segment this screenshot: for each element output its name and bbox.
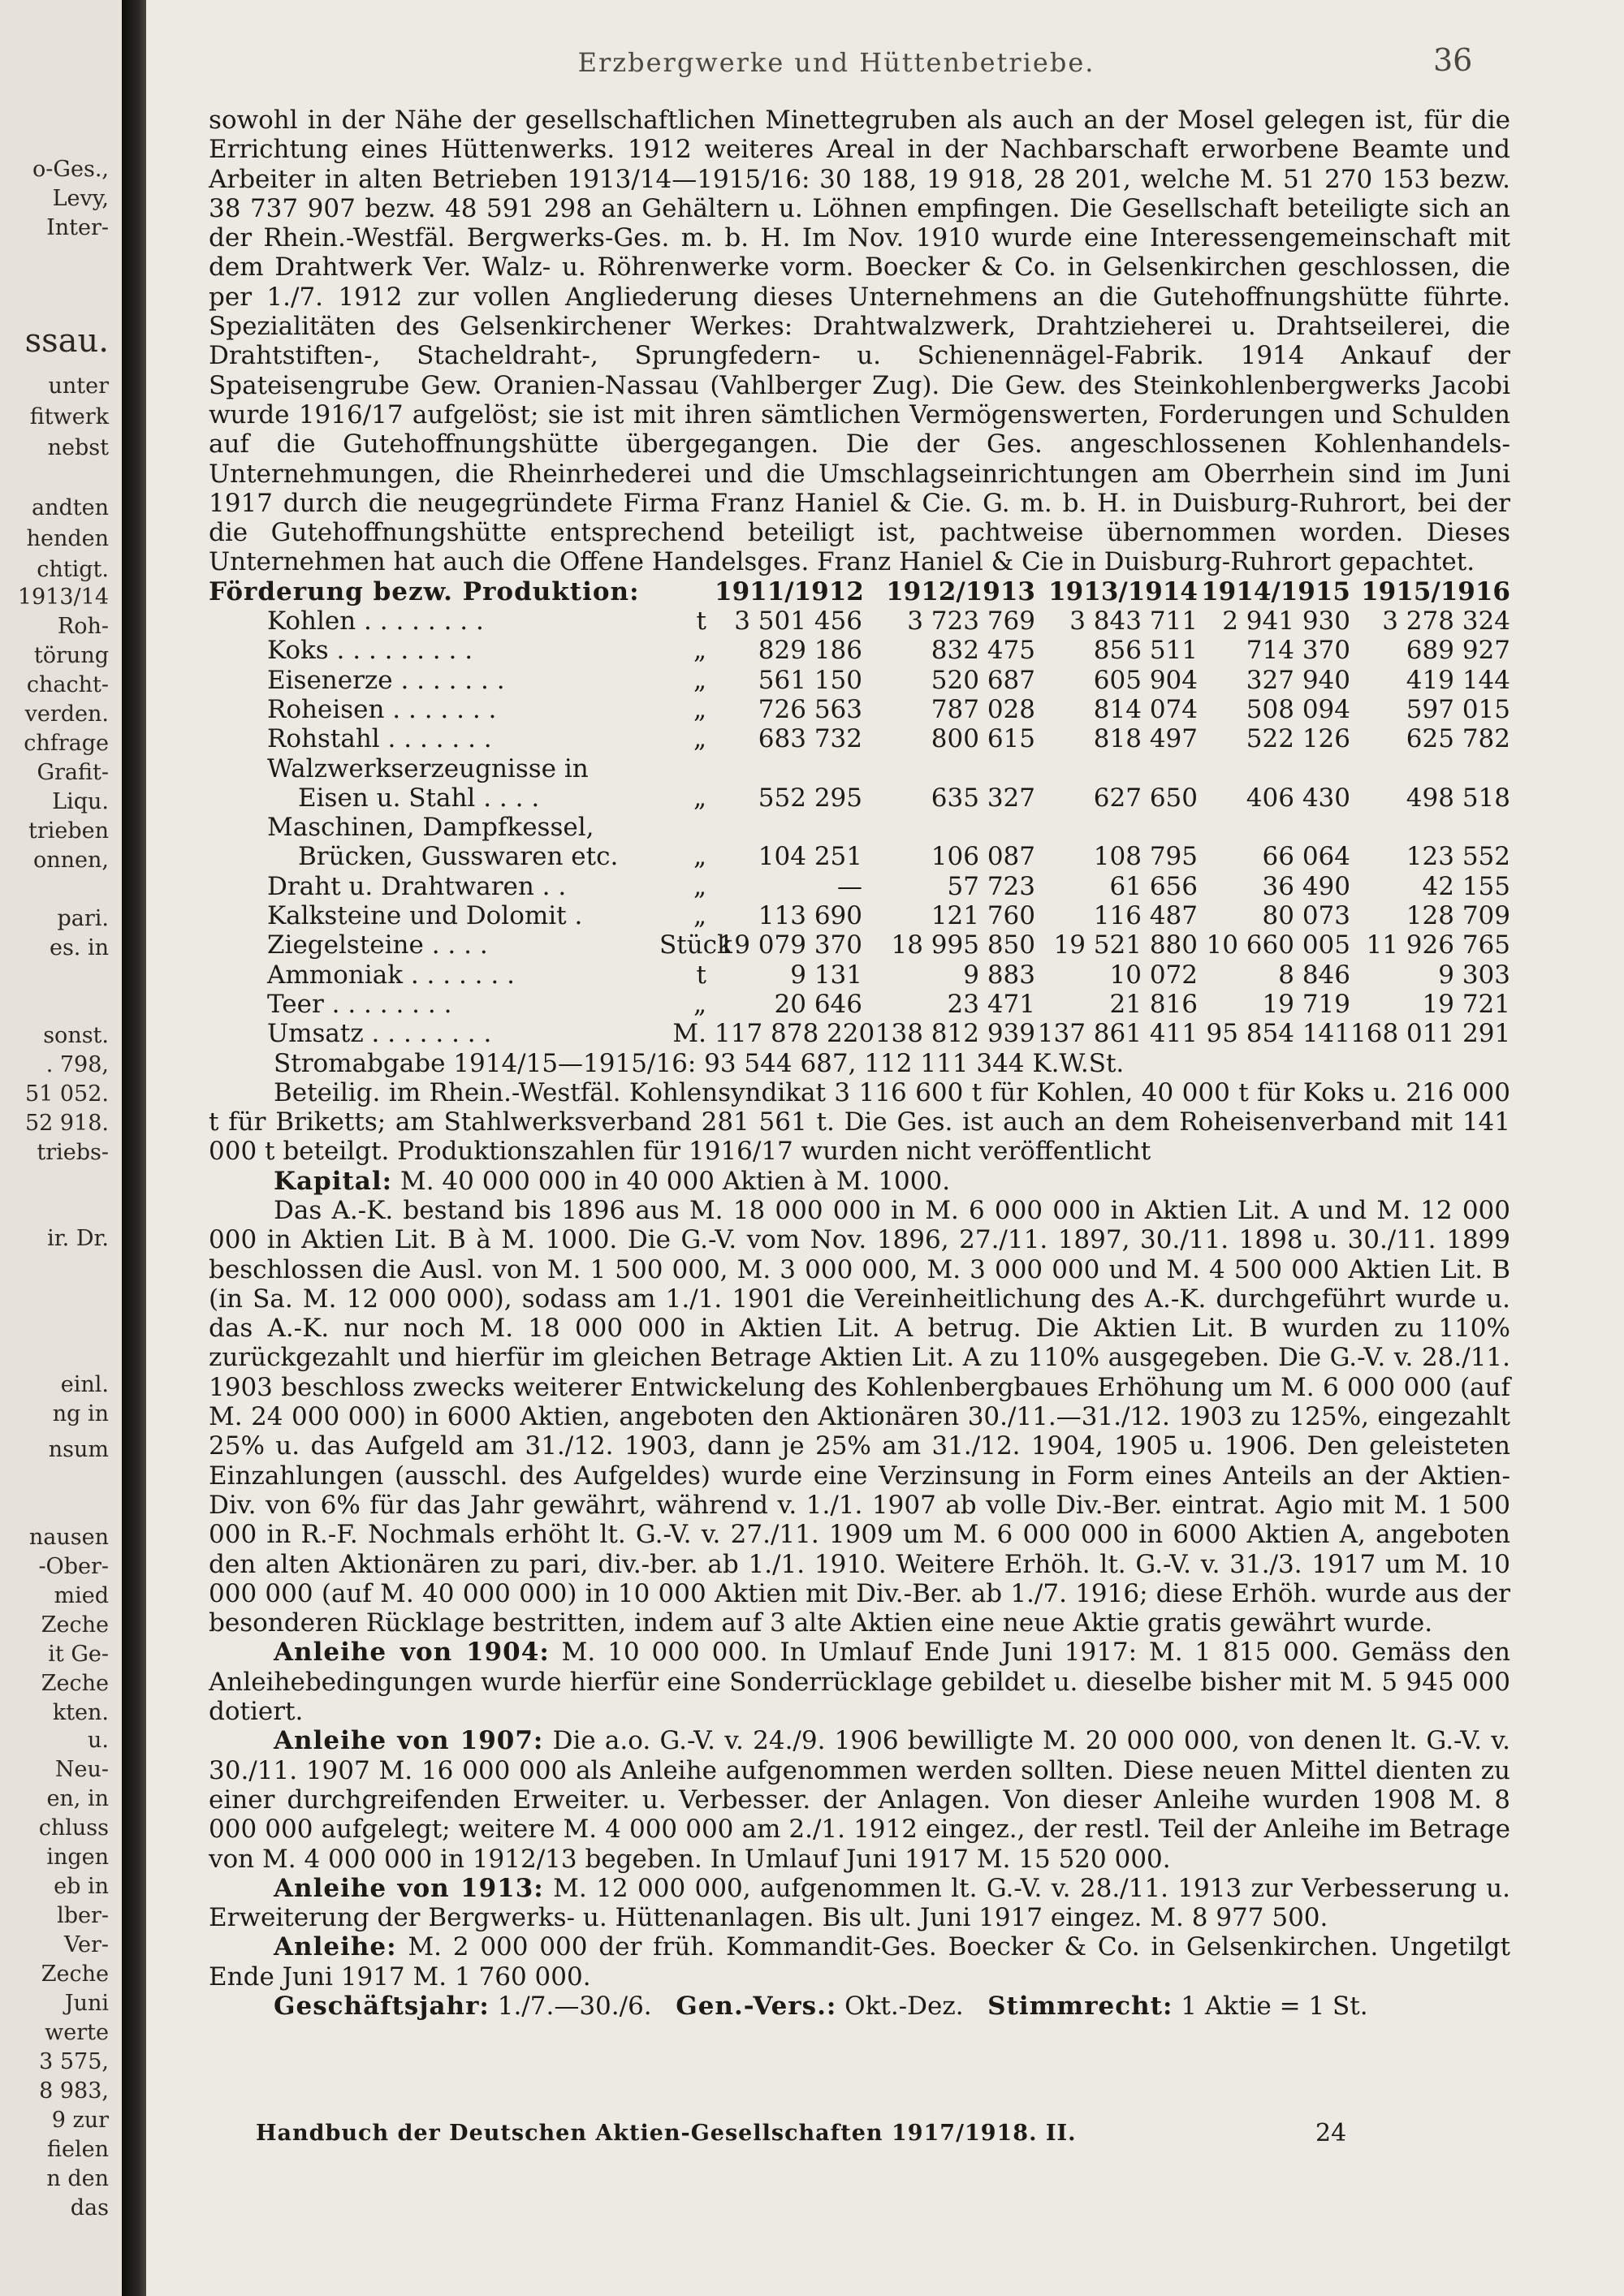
left-page-fragment: trieben xyxy=(28,818,109,844)
left-page-fragment: nausen xyxy=(28,1525,109,1550)
left-page-fragment: -Ober- xyxy=(38,1554,109,1579)
row-unit xyxy=(659,754,715,783)
left-page-fragment: ssau. xyxy=(24,322,109,360)
production-row xyxy=(209,666,1510,695)
row-value: 66 064 xyxy=(1262,842,1350,872)
row-value: 726 563 xyxy=(758,694,862,724)
left-page-fragment: unter xyxy=(48,373,109,399)
row-label: Eisen u. Stahl . . . . xyxy=(298,783,540,813)
stimmrecht-label: Stimmrecht: xyxy=(987,1992,1173,2021)
left-page-fragment: Liqu. xyxy=(52,789,109,814)
row-label: Draht u. Drahtwaren . . xyxy=(267,871,567,901)
row-value: 19 719 xyxy=(1262,989,1350,1019)
left-page-fragment: n den xyxy=(46,2166,109,2191)
row-value xyxy=(862,813,1035,842)
row-value xyxy=(1035,754,1198,783)
left-page-fragment: einl. xyxy=(60,1372,109,1397)
row-value: 561 150 xyxy=(758,665,862,695)
left-page-fragment: chtigt. xyxy=(37,557,109,582)
row-value: 814 074 xyxy=(1093,694,1198,724)
left-page-fragment: chluss xyxy=(38,1815,109,1841)
row-label: Ziegelsteine . . . . xyxy=(267,930,488,960)
footer-signature: 24 xyxy=(1315,2119,1347,2147)
row-value xyxy=(862,754,1035,783)
left-page-fragment: u. xyxy=(88,1728,109,1753)
row-value: 520 687 xyxy=(931,665,1035,695)
row-value: 327 940 xyxy=(1246,665,1350,695)
row-value: 108 795 xyxy=(1093,842,1198,872)
row-value: 42 155 xyxy=(1422,871,1510,901)
row-unit: „ xyxy=(693,871,706,901)
left-page-fragment: ingen xyxy=(46,1845,109,1870)
row-value: 10 660 005 xyxy=(1206,930,1350,960)
row-label: Umsatz . . . . . . . . xyxy=(267,1019,492,1049)
page-number: 36 xyxy=(1433,42,1473,78)
row-value: 635 327 xyxy=(931,783,1035,813)
row-value xyxy=(715,754,862,783)
left-page-fragment: onnen, xyxy=(33,848,109,873)
production-header-row xyxy=(209,577,1510,606)
anleihe-1904-text: M. 10 000 000. In Umlauf Ende Juni 1917: M. 1 815 000. Gemäss den Anleihebedingungen wurde hierfür eine Sonderrücklage gebildet u. dieselbe bisher mit M. 5 945 000 dotiert. xyxy=(209,1638,1510,1727)
row-value: 787 028 xyxy=(931,694,1035,724)
row-value: 597 015 xyxy=(1406,694,1510,724)
left-page-fragment: it Ge- xyxy=(48,1642,109,1667)
left-page-fragment: Zeche xyxy=(41,1612,109,1638)
row-value: 95 854 141 xyxy=(1206,1019,1350,1049)
row-unit: t xyxy=(696,606,706,637)
row-label: Ammoniak . . . . . . . xyxy=(267,960,515,990)
anleihe-1907-label: Anleihe von 1907: xyxy=(274,1726,544,1756)
row-label: Kohlen . . . . . . . . xyxy=(267,606,484,637)
row-value: 605 904 xyxy=(1093,665,1198,695)
row-value: 508 094 xyxy=(1246,694,1350,724)
row-value: 689 927 xyxy=(1406,636,1510,666)
row-value: 829 186 xyxy=(758,636,862,666)
left-page-fragment: 51 052. xyxy=(24,1081,109,1107)
row-unit: „ xyxy=(693,665,706,695)
left-page-fragment: o-Ges., xyxy=(32,157,109,182)
production-row xyxy=(209,695,1510,724)
page xyxy=(146,0,1624,2296)
left-page-fragment: 8 983, xyxy=(39,2078,109,2104)
left-page-fragment: lber- xyxy=(57,1903,109,1928)
left-page-fragment: en, in xyxy=(46,1786,109,1811)
row-value: 3 278 324 xyxy=(1382,606,1510,637)
row-value: 406 430 xyxy=(1246,783,1350,813)
production-row xyxy=(209,783,1510,813)
row-value: 168 011 291 xyxy=(1350,1019,1511,1049)
left-page-fragment: eb in xyxy=(54,1874,109,1899)
row-value: 9 883 xyxy=(963,960,1035,990)
row-unit: „ xyxy=(693,842,706,872)
row-label: Koks . . . . . . . . . xyxy=(267,636,473,666)
left-page-fragment: 52 918. xyxy=(24,1111,109,1136)
left-page-fragment: chfrage xyxy=(24,731,109,756)
kapital-label: Kapital: xyxy=(274,1166,393,1196)
production-row xyxy=(209,636,1510,665)
left-page-fragment: es. in xyxy=(49,935,109,960)
left-page-fragment: Neu- xyxy=(54,1757,109,1782)
row-label: Walzwerkserzeugnisse in xyxy=(267,753,589,783)
row-value: 128 709 xyxy=(1406,901,1510,931)
production-row xyxy=(209,813,1510,842)
geschaeftsjahr-value: 1./7.—30./6. xyxy=(497,1992,652,2021)
row-value: 18 995 850 xyxy=(891,930,1035,960)
footer-title: Handbuch der Deutschen Aktien-Gesellschaften 1917/1918. II. xyxy=(256,2121,1077,2146)
row-value: 10 072 xyxy=(1109,960,1198,990)
anleihe-1913-text: M. 12 000 000, aufgenommen lt. G.-V. v. 28./11. 1913 zur Verbesserung u. Erweiterung der Bergwerks- u. Hüttenanlagen. Bis ult. Juni 1917 eingez. M. 8 977 500. xyxy=(209,1873,1510,1933)
left-page-fragment: Zeche xyxy=(41,1962,109,1987)
row-value: 117 878 220 xyxy=(715,1019,875,1049)
row-value: 19 721 xyxy=(1422,989,1510,1019)
left-page-fragment: chacht- xyxy=(26,672,109,697)
page-body xyxy=(209,106,1510,2021)
row-value: 552 295 xyxy=(758,783,862,813)
left-page-fragment: 3 575, xyxy=(39,2049,109,2074)
production-row xyxy=(209,960,1510,990)
left-page-fragment: Juni xyxy=(64,1991,109,2016)
anleihe-text: M. 2 000 000 der früh. Kommandit-Ges. Boecker & Co. in Gelsenkirchen. Ungetilgt Ende Juni 1917 M. 1 760 000. xyxy=(209,1932,1510,1992)
row-value: 11 926 765 xyxy=(1366,930,1510,960)
year-header: 1912/1913 xyxy=(886,576,1035,606)
left-page-fragment: . 798, xyxy=(45,1052,109,1077)
gen-vers-value: Okt.-Dez. xyxy=(844,1992,964,2021)
production-heading: Förderung bezw. Produktion: xyxy=(209,576,640,606)
left-page-fragment: nsum xyxy=(48,1437,109,1462)
left-page-fragment: verden. xyxy=(24,701,109,727)
left-page-fragment: ng in xyxy=(52,1401,109,1426)
row-value xyxy=(715,813,862,842)
production-row xyxy=(209,606,1510,636)
row-unit: „ xyxy=(693,783,706,813)
row-value: 137 861 411 xyxy=(1037,1019,1198,1049)
left-page-fragment: Grafit- xyxy=(37,760,109,785)
left-page-fragment: Zeche xyxy=(41,1671,109,1696)
row-unit: M. xyxy=(672,1019,706,1049)
row-value: 625 782 xyxy=(1406,724,1510,754)
row-value xyxy=(1198,754,1350,783)
left-page-fragment: mied xyxy=(54,1583,109,1608)
left-page-fragment: Ver- xyxy=(63,1932,109,1957)
row-unit: t xyxy=(696,960,706,990)
row-value: 3 723 769 xyxy=(907,606,1035,637)
row-value: 19 521 880 xyxy=(1053,930,1198,960)
kapital-line xyxy=(209,1167,1510,1196)
left-page-fragment: Roh- xyxy=(57,614,109,639)
anleihe-1907-text: Die a.o. G.-V. v. 24./9. 1906 bewilligte M. 20 000 000, von denen lt. G.-V. v. 30./11. 1907 M. 16 000 000 als Anleihe aufgenommen werden sollten. Diese neuen Mittel dienten zu einer durchgreifenden Erweiter. u. Verbesser. der Anlagen. Von dieser Anleihe wurden 1908 M. 8 000 000 aufgelegt; weitere M. 4 000 000 am 2./1. 1912 eingez., der restl. Teil der Anleihe im Betrage von M. 4 000 000 in 1912/13 begeben. In Umlauf Juni 1917 M. 15 520 000. xyxy=(209,1726,1510,1874)
row-value: 3 501 456 xyxy=(734,606,862,637)
row-label: Brücken, Gusswaren etc. xyxy=(298,842,619,872)
year-header: 1914/1915 xyxy=(1201,576,1350,606)
left-page-fragment: fitwerk xyxy=(29,404,109,429)
left-page-fragment: werte xyxy=(45,2020,109,2045)
intro-paragraph: sowohl in der Nähe der gesellschaftlichen Minettegruben als auch an der Mosel gelegen ist, für die Errichtung eines Hüttenwerks. 1912 weiteres Areal in der Nachbarschaft erworbene Beamte und Arbeiter in alten Betrieben 1913/14—1915/16: 30 188, 19 918, 28 201, welche M. 51 270 153 bezw. 38 737 907 bezw. 48 591 298 an Gehältern u. Löhnen empfingen. Die Gesellschaft beteiligte sich an der Rhein.-Westfäl. Bergwerks-Ges. m. b. H. Im Nov. 1910 wurde eine Interessengemeinschaft mit dem Drahtwerk Ver. Walz- u. Röhrenwerke vorm. Boecker & Co. in Gelsenkirchen geschlossen, die per 1./7. 1912 zur vollen Angliederung dieses Unternehmens an die Gutehoffnungshütte führte. Spezialitäten des Gelsenkirchener Werkes: Drahtwalzwerk, Drahtzieherei u. Drahtseilerei, die Drahtstiften-, Stacheldraht-, Sprungfedern- u. Schienennägel-Fabrik. 1914 Ankauf der Spateisengrube Gew. Oranien-Nassau (Vahlberger Zug). Die Gew. des Steinkohlenbergwerks Jacobi wurde 1916/17 aufgelöst; sie ist mit ihren sämtlichen Vermögenswerten, Forderungen und Schulden auf die Gutehoffnungshütte übergegangen. Die der Ges. angeschlossenen Kohlenhandels-Unternehmungen, die Rheinrhederei und die Umschlagseinrichtungen am Oberrhein sind im Juni 1917 durch die neugegründete Firma Franz Haniel & Cie. G. m. b. H. in Duisburg-Ruhrort, bei der die Gutehoffnungshütte entsprechend beteiligt ist, pachtweise übernommen worden. Dieses Unternehmen hat auch die Offene Handelsges. Franz Haniel & Cie in Duisburg-Ruhrort gepachtet. xyxy=(209,106,1510,577)
production-row xyxy=(209,1019,1510,1048)
anleihe-1907 xyxy=(209,1726,1510,1873)
row-label: Rohstahl . . . . . . . xyxy=(267,724,492,754)
row-value: 36 490 xyxy=(1262,871,1350,901)
production-row xyxy=(209,842,1510,871)
row-value: 104 251 xyxy=(758,842,862,872)
left-page-fragment: 1913/14 xyxy=(17,585,109,610)
left-facing-page xyxy=(0,0,122,2296)
left-page-fragment: Levy, xyxy=(52,186,109,211)
row-value: 714 370 xyxy=(1246,636,1350,666)
production-table xyxy=(209,577,1510,1049)
row-unit: Stück xyxy=(659,930,732,960)
beteilig-paragraph: Beteilig. im Rhein.-Westfäl. Kohlensyndikat 3 116 600 t für Kohlen, 40 000 t für Koks u. 216 000 t für Briketts; am Stahlwerksverband 281 561 t. Die Ges. ist auch an dem Roheisenverband mit 141 000 t beteilgt. Produktionszahlen für 1916/17 wurden nicht veröffentlicht xyxy=(209,1077,1510,1167)
row-value: 3 843 711 xyxy=(1069,606,1198,637)
left-page-fragment: 9 zur xyxy=(51,2108,109,2133)
row-unit: „ xyxy=(693,694,706,724)
row-unit: „ xyxy=(693,901,706,931)
row-value: 21 816 xyxy=(1109,989,1198,1019)
left-page-fragment: andten xyxy=(32,495,109,520)
row-value: 832 475 xyxy=(931,636,1035,666)
row-value: 19 079 370 xyxy=(718,930,862,960)
left-page-fragment: pari. xyxy=(57,906,109,931)
row-label: Teer . . . . . . . . xyxy=(267,989,452,1019)
row-value: 2 941 930 xyxy=(1222,606,1350,637)
row-label: Roheisen . . . . . . . xyxy=(267,694,497,724)
row-value: 9 303 xyxy=(1438,960,1510,990)
year-header: 1913/1914 xyxy=(1048,576,1198,606)
production-row xyxy=(209,872,1510,901)
anleihe-label: Anleihe: xyxy=(274,1932,397,1962)
left-page-fragment: nebst xyxy=(47,435,109,460)
row-unit: „ xyxy=(693,989,706,1019)
row-value: 106 087 xyxy=(931,842,1035,872)
row-value: 20 646 xyxy=(774,989,862,1019)
left-page-fragment: henden xyxy=(26,526,109,551)
running-head: Erzbergwerke und Hüttenbetriebe. xyxy=(577,47,1095,78)
row-value: 683 732 xyxy=(758,724,862,754)
production-row xyxy=(209,901,1510,930)
row-unit: „ xyxy=(693,724,706,754)
row-value: 9 131 xyxy=(790,960,862,990)
book-gutter xyxy=(122,0,146,2296)
row-value: 123 552 xyxy=(1406,842,1510,872)
production-row xyxy=(209,990,1510,1019)
anleihe-1904-label: Anleihe von 1904: xyxy=(274,1638,550,1668)
meta-line xyxy=(209,1992,1510,2021)
production-row xyxy=(209,930,1510,960)
anleihe-1913-label: Anleihe von 1913: xyxy=(274,1873,544,1903)
row-value: 8 846 xyxy=(1278,960,1350,990)
kapital-value: M. 40 000 000 in 40 000 Aktien à M. 1000. xyxy=(400,1166,951,1196)
row-value xyxy=(1350,754,1510,783)
row-value: 23 471 xyxy=(947,989,1035,1019)
left-page-fragment: törung xyxy=(33,643,109,668)
row-value: 57 723 xyxy=(947,871,1035,901)
row-value xyxy=(1198,813,1350,842)
row-value: 113 690 xyxy=(758,901,862,931)
anleihe-1913 xyxy=(209,1874,1510,1933)
anleihe xyxy=(209,1932,1510,1992)
kapital-history: Das A.-K. bestand bis 1896 aus M. 18 000 000 in M. 6 000 000 in Aktien Lit. A und M. 12 000 000 in Aktien Lit. B à M. 1000. Die G.-V. vom Nov. 1896, 27./11. 1897, 30./11. 1898 u. 30./11. 1899 beschlossen die Ausl. von M. 1 500 000, M. 3 000 000, M. 3 000 000 und M. 4 500 000 Aktien Lit. B (in Sa. M. 12 000 000), sodass am 1./1. 1901 die Vereinheitlichung des A.-K. durchgeführt wurde u. das A.-K. nur noch M. 18 000 000 in Aktien Lit. A betrug. Die Aktien Lit. B wurden zu 110% zurückgezahlt und hierfür im gleichen Betrage Aktien Lit. A zu 110% ausgegeben. Die G.-V. v. 28./11. 1903 beschloss zwecks weiterer Entwickelung des Kohlenbergbaues Erhöhung um M. 6 000 000 (auf M. 24 000 000) in 6000 Aktien, angeboten den Aktionären 30./11.—31./12. 1903 zu 125%, eingezahlt 25% u. das Aufgeld am 31./12. 1903, dann je 25% am 31./12. 1904, 1905 u. 1906. Den geleisteten Einzahlungen (ausschl. des Aufgeldes) wurde eine Verzinsung in Form eines Anteils an der Aktien-Div. von 6% für das Jahr gewährt, während v. 1./1. 1907 ab volle Div.-Ber. eintrat. Agio mit M. 1 500 000 in R.-F. Nochmals erhöht lt. G.-V. v. 27./11. 1909 um M. 6 000 000 in 6000 Aktien A, angeboten den alten Aktionären zu pari, div.-ber. ab 1./1. 1910. Weitere Erhöh. lt. G.-V. v. 31./3. 1917 um M. 10 000 000 (auf M. 40 000 000) in 10 000 Aktien mit Div.-Ber. ab 1./7. 1916; diese Erhöh. wurde aus der besonderen Rücklage bestritten, indem auf 3 alte Aktien eine neue Aktie gratis gewährt wurde. xyxy=(209,1195,1510,1638)
row-value: 498 518 xyxy=(1406,783,1510,813)
row-value: 419 144 xyxy=(1406,665,1510,695)
left-page-fragment: triebs- xyxy=(37,1140,109,1165)
production-rows xyxy=(209,606,1510,1048)
row-value: 121 760 xyxy=(931,901,1035,931)
strom-line: Stromabgabe 1914/15—1915/16: 93 544 687, 112 111 344 K.W.St. xyxy=(274,1048,1125,1078)
row-label: Eisenerze . . . . . . . xyxy=(267,665,505,695)
row-unit: „ xyxy=(693,636,706,666)
row-value: 818 497 xyxy=(1093,724,1198,754)
row-value: 856 511 xyxy=(1093,636,1198,666)
row-value: — xyxy=(837,871,862,901)
production-row xyxy=(209,724,1510,753)
row-value: 138 812 939 xyxy=(875,1019,1035,1049)
row-value: 627 650 xyxy=(1093,783,1198,813)
row-value: 80 073 xyxy=(1262,901,1350,931)
row-value: 116 487 xyxy=(1093,901,1198,931)
year-header: 1915/1916 xyxy=(1361,576,1510,606)
year-header: 1911/1912 xyxy=(715,576,864,606)
anleihe-1904 xyxy=(209,1638,1510,1726)
left-page-fragment: ir. Dr. xyxy=(47,1226,109,1251)
left-page-fragment: das xyxy=(70,2195,109,2220)
row-value: 800 615 xyxy=(931,724,1035,754)
stimmrecht-value: 1 Aktie = 1 St. xyxy=(1181,1992,1368,2021)
geschaeftsjahr-label: Geschäftsjahr: xyxy=(274,1992,490,2021)
gen-vers-label: Gen.-Vers.: xyxy=(676,1992,837,2021)
production-row xyxy=(209,754,1510,783)
left-page-fragment: fielen xyxy=(47,2137,109,2162)
left-page-fragment: kten. xyxy=(52,1700,109,1725)
left-page-fragment: Inter- xyxy=(46,215,109,240)
row-value xyxy=(1350,813,1510,842)
row-value xyxy=(1035,813,1198,842)
row-value: 61 656 xyxy=(1109,871,1198,901)
row-label: Kalksteine und Dolomit . xyxy=(267,901,583,931)
row-unit xyxy=(659,813,715,842)
row-label: Maschinen, Dampfkessel, xyxy=(267,813,594,843)
row-value: 522 126 xyxy=(1246,724,1350,754)
left-page-fragment: sonst. xyxy=(43,1023,109,1048)
